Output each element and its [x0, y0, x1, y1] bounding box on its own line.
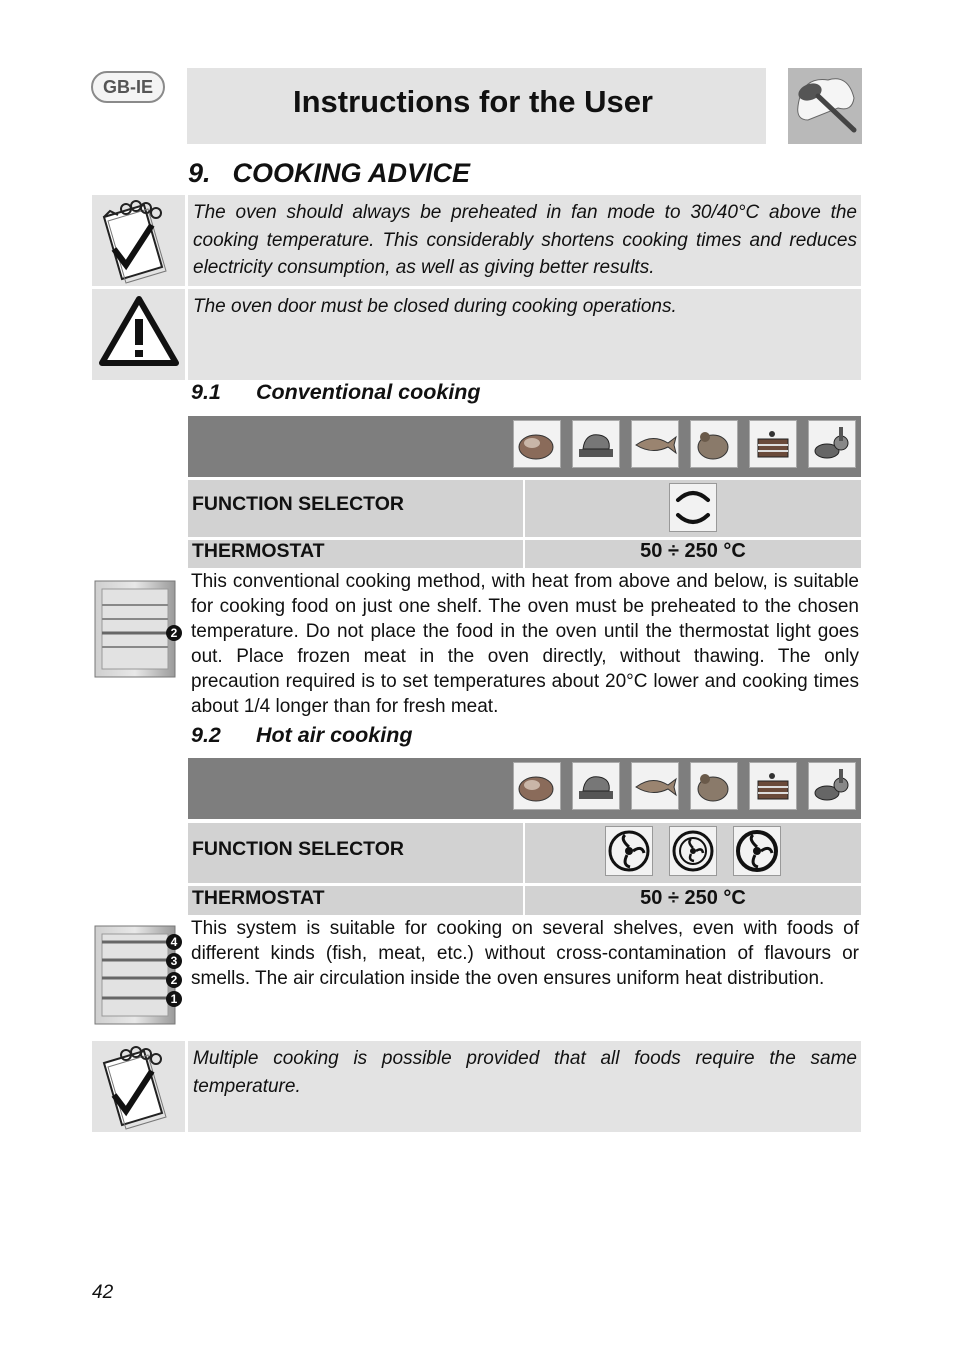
page-title: Instructions for the User — [293, 84, 653, 119]
food-icon-bar — [188, 416, 861, 477]
note-icon-box — [92, 195, 185, 286]
poultry-icon — [690, 420, 738, 468]
section-title — [188, 158, 470, 189]
vegetables-icon — [808, 420, 856, 468]
region-badge: GB-IE — [91, 71, 165, 103]
section-title-text: COOKING ADVICE — [232, 158, 471, 188]
function-selector-label: FUNCTION SELECTOR — [188, 480, 523, 537]
section-number: 9. — [188, 158, 211, 188]
oven-shelf-diagram — [94, 575, 184, 679]
cake-icon — [749, 762, 797, 810]
function-selector-value — [525, 480, 861, 537]
vegetables-icon — [808, 762, 856, 810]
top-bottom-heat-icon — [669, 483, 717, 532]
shelf-number: 2 — [166, 625, 182, 641]
thermostat-label: THERMOSTAT — [188, 540, 523, 568]
fish-icon — [631, 420, 679, 468]
notepad-check-icon — [92, 1041, 185, 1132]
shelf-number: 2 — [166, 972, 182, 988]
notepad-check-icon — [92, 195, 185, 286]
note-multiple-cooking: Multiple cooking is possible provided that all foods require the same temperature. — [188, 1041, 861, 1132]
bread-icon — [572, 762, 620, 810]
subsection-title: Hot air cooking — [256, 723, 413, 747]
fish-icon — [631, 762, 679, 810]
warning-triangle-icon — [92, 289, 185, 380]
fan-heat-icon — [605, 826, 653, 876]
shelf-number: 3 — [166, 953, 182, 969]
roast-meat-icon — [513, 420, 561, 468]
spoon-chef-hat-icon — [788, 68, 862, 144]
conventional-cooking-text: This conventional cooking method, with heat from above and below, is suitable for cooking food on just one shelf. The oven must be preheated to the chosen temperature. Do not place the food in the oven until the thermostat light goes out. Place frozen meat in the oven directly, without thawing. The only precaution required is to set temperatures about 20°C lower and cooking times about 1/4 longer than for fresh meat. — [191, 571, 859, 717]
oven-shelf-diagram — [94, 922, 184, 1026]
note-door-closed: The oven door must be closed during cooking operations. — [188, 289, 861, 380]
subsection-heading — [191, 380, 481, 405]
shelf-number: 4 — [166, 934, 182, 950]
warning-icon-box — [92, 289, 185, 380]
fan-ring-heat-icon — [669, 826, 717, 876]
bread-icon — [572, 420, 620, 468]
subsection-heading — [191, 723, 412, 748]
poultry-icon — [690, 762, 738, 810]
note-icon-box — [92, 1041, 185, 1132]
subsection-number: 9.2 — [191, 723, 221, 747]
header-bar — [187, 68, 766, 144]
subsection-title: Conventional cooking — [256, 380, 481, 404]
hot-air-cooking-text: This system is suitable for cooking on several shelves, even with foods of different kinds (fish, meat, etc.) without cross-contamination of flavours or smells. The air circulation inside the oven ensures uniform heat distribution. — [191, 918, 859, 989]
thermostat-range: 50 ÷ 250 °C — [525, 886, 861, 915]
thermostat-range: 50 ÷ 250 °C — [525, 540, 861, 568]
note-preheat: The oven should always be preheated in fan mode to 30/40°C above the cooking temperature. This considerably shortens cooking times and reduces electricity consumption, as well as giving better results. — [188, 195, 861, 286]
shelf-number: 1 — [166, 991, 182, 1007]
fan-top-bottom-heat-icon — [733, 826, 781, 876]
page-number: 42 — [92, 1282, 114, 1303]
cake-icon — [749, 420, 797, 468]
function-selector-label: FUNCTION SELECTOR — [188, 823, 523, 883]
subsection-number: 9.1 — [191, 380, 221, 404]
thermostat-label: THERMOSTAT — [188, 886, 523, 915]
food-icon-bar — [188, 758, 861, 819]
roast-meat-icon — [513, 762, 561, 810]
function-selector-value — [525, 823, 861, 883]
